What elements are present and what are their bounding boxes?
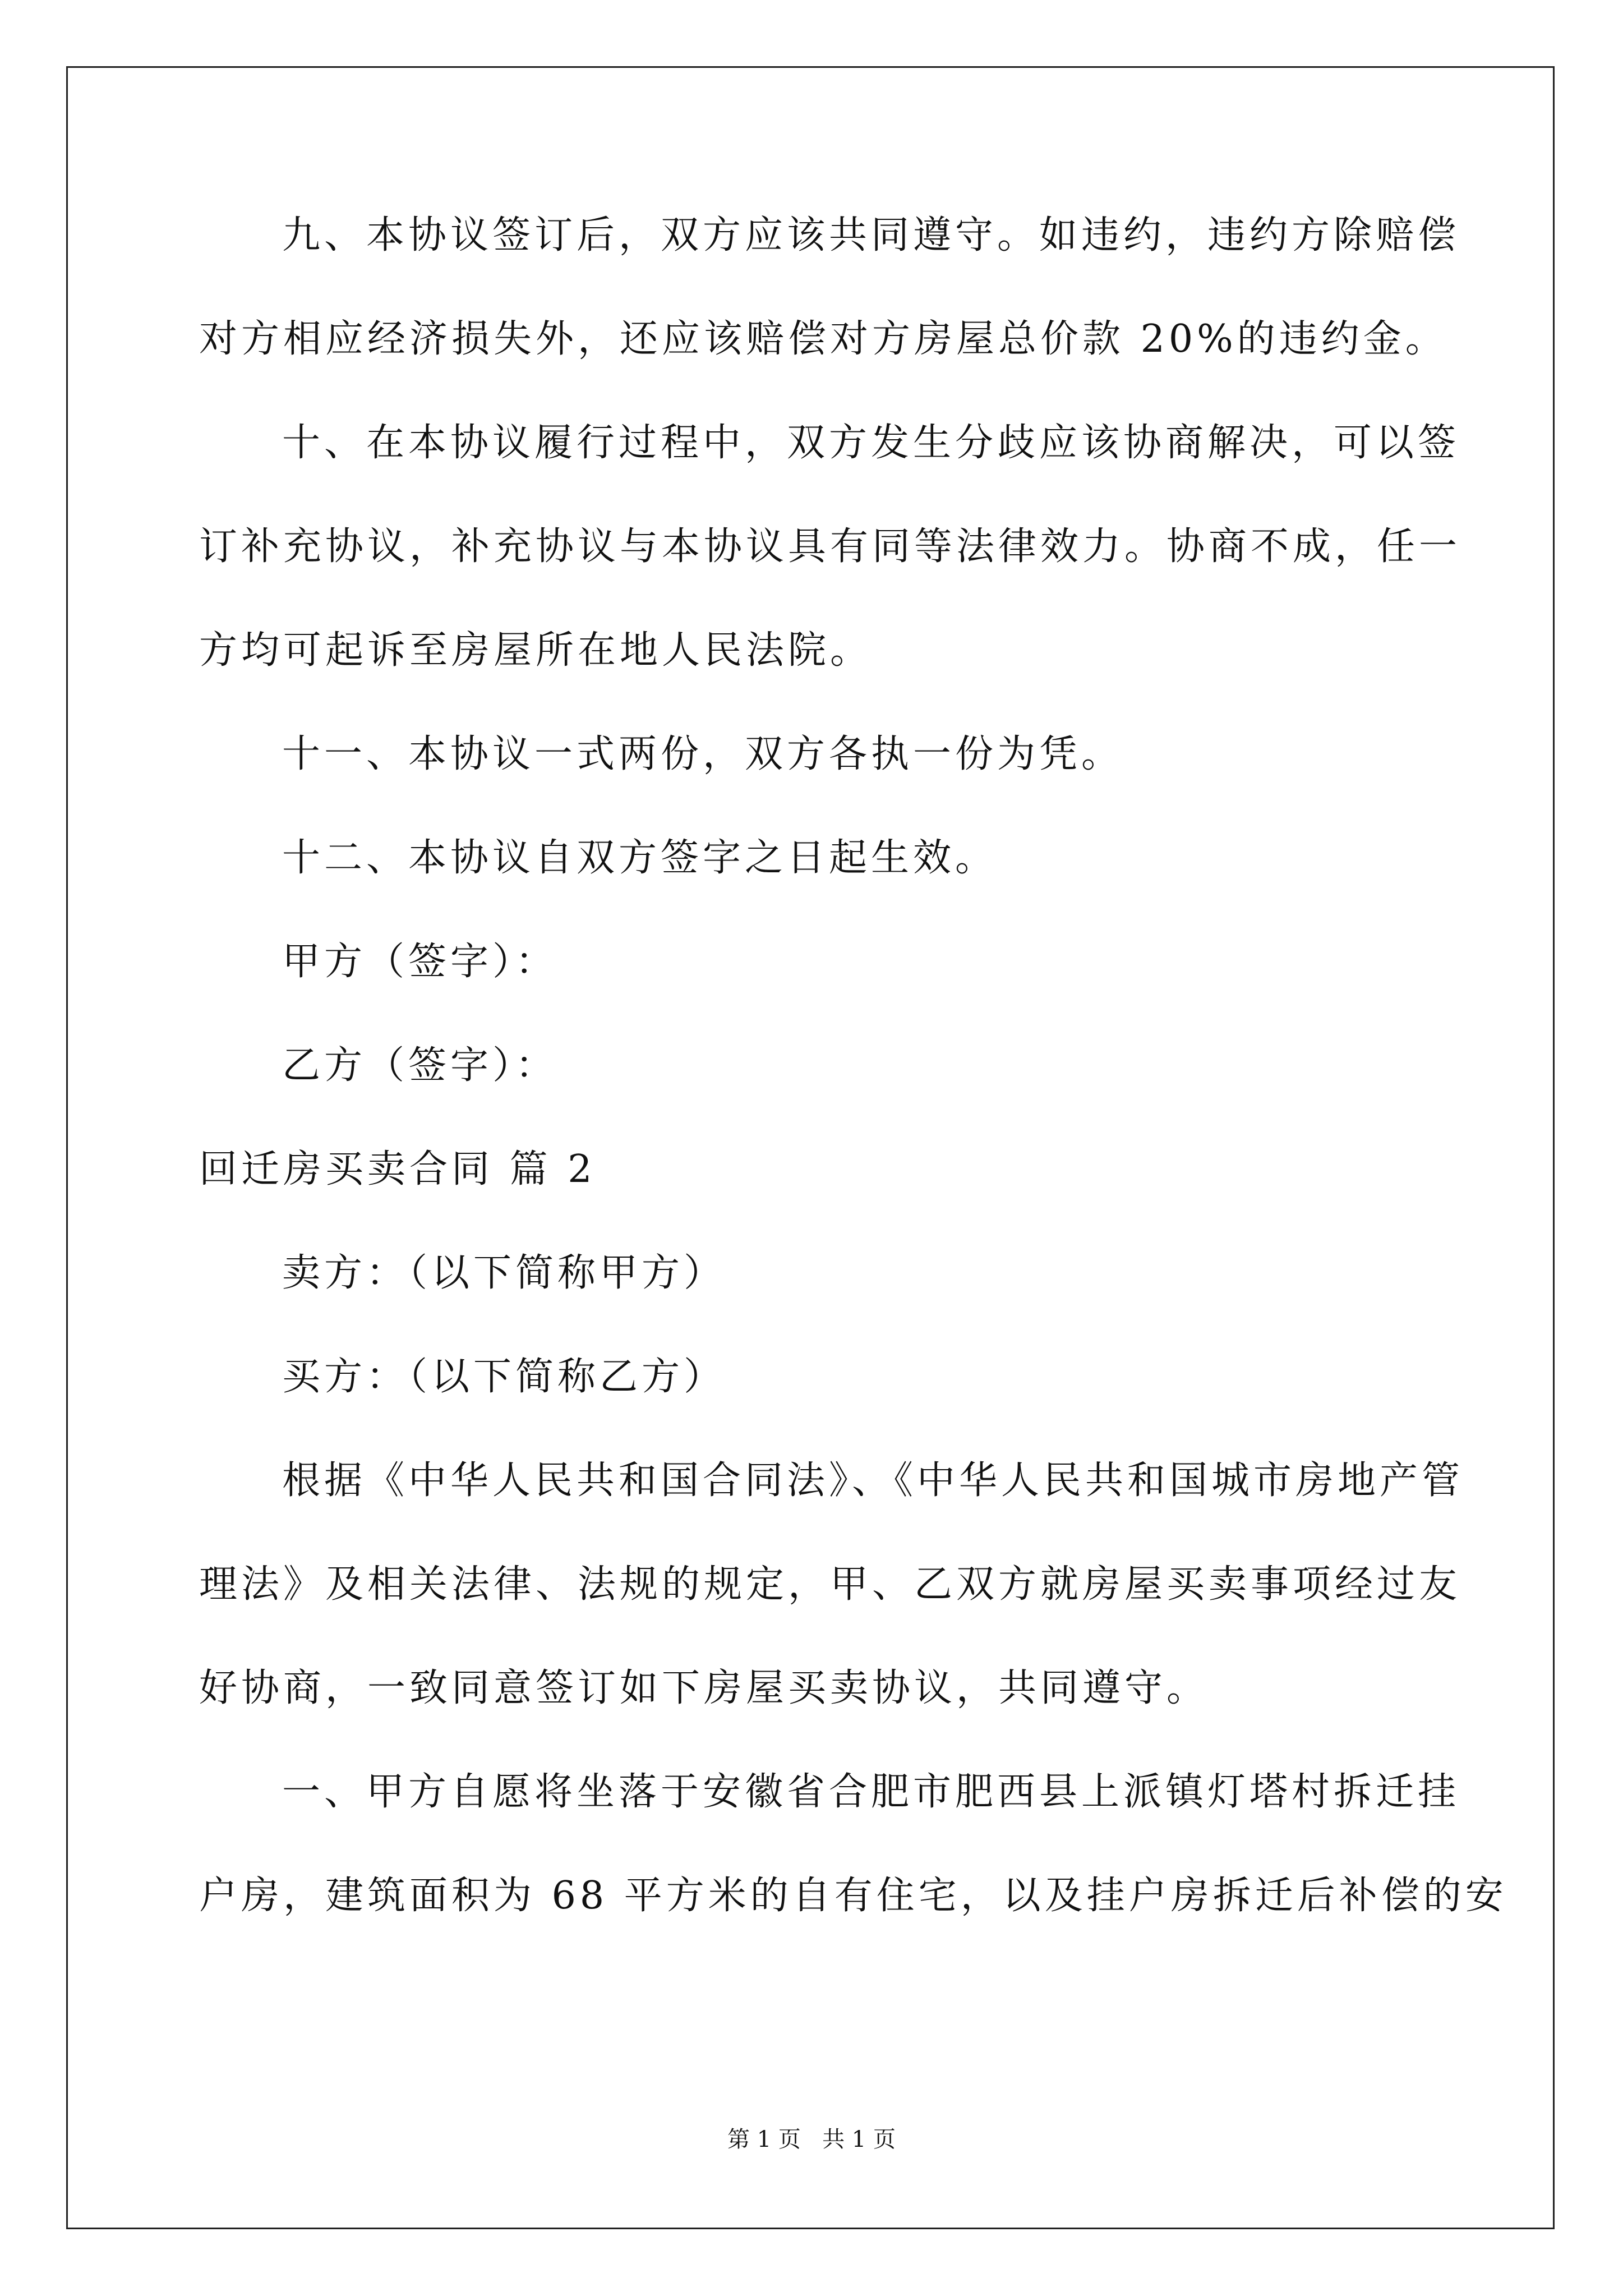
preamble-line-2: 理法》及相关法律、法规的规定，甲、乙双方就房屋买卖事项经过友	[199, 1562, 1461, 1607]
preamble-line-1: 根据《中华人民共和国合同法》、《中华人民共和国城市房地产管	[282, 1458, 1464, 1503]
section-title: 回迁房买卖合同 篇 2	[199, 1147, 596, 1191]
page-footer: 第 1 页 共 1 页	[727, 2127, 896, 2152]
clause-10-line-1: 十、在本协议履行过程中，双方发生分歧应该协商解决，可以签	[282, 421, 1460, 465]
preamble-line-3: 好协商，一致同意签订如下房屋买卖协议，共同遵守。	[199, 1666, 1209, 1710]
party-b-signature: 乙方（签字）：	[282, 1043, 558, 1088]
buyer-line: 买方：（以下简称乙方）	[282, 1355, 726, 1399]
clause-9-line-2: 对方相应经济损失外，还应该赔偿对方房屋总价款 20%的违约金。	[199, 317, 1447, 361]
clause-11: 十一、本协议一式两份，双方各执一份为凭。	[282, 732, 1124, 776]
clause-12: 十二、本协议自双方签字之日起生效。	[282, 836, 998, 880]
clause-9-line-1: 九、本协议签订后，双方应该共同遵守。如违约，违约方除赔偿	[282, 213, 1460, 257]
clause-10-line-2: 订补充协议，补充协议与本协议具有同等法律效力。协商不成，任一	[199, 524, 1461, 569]
clause-1-line-2: 户房，建筑面积为 68 平方米的自有住宅，以及挂户房拆迁后补偿的安	[199, 1874, 1507, 1918]
seller-line: 卖方：（以下简称甲方）	[282, 1251, 726, 1295]
party-a-signature: 甲方（签字）：	[282, 940, 558, 984]
clause-10-line-3: 方均可起诉至房屋所在地人民法院。	[199, 628, 873, 673]
clause-1-line-1: 一、甲方自愿将坐落于安徽省合肥市肥西县上派镇灯塔村拆迁挂	[282, 1770, 1460, 1814]
